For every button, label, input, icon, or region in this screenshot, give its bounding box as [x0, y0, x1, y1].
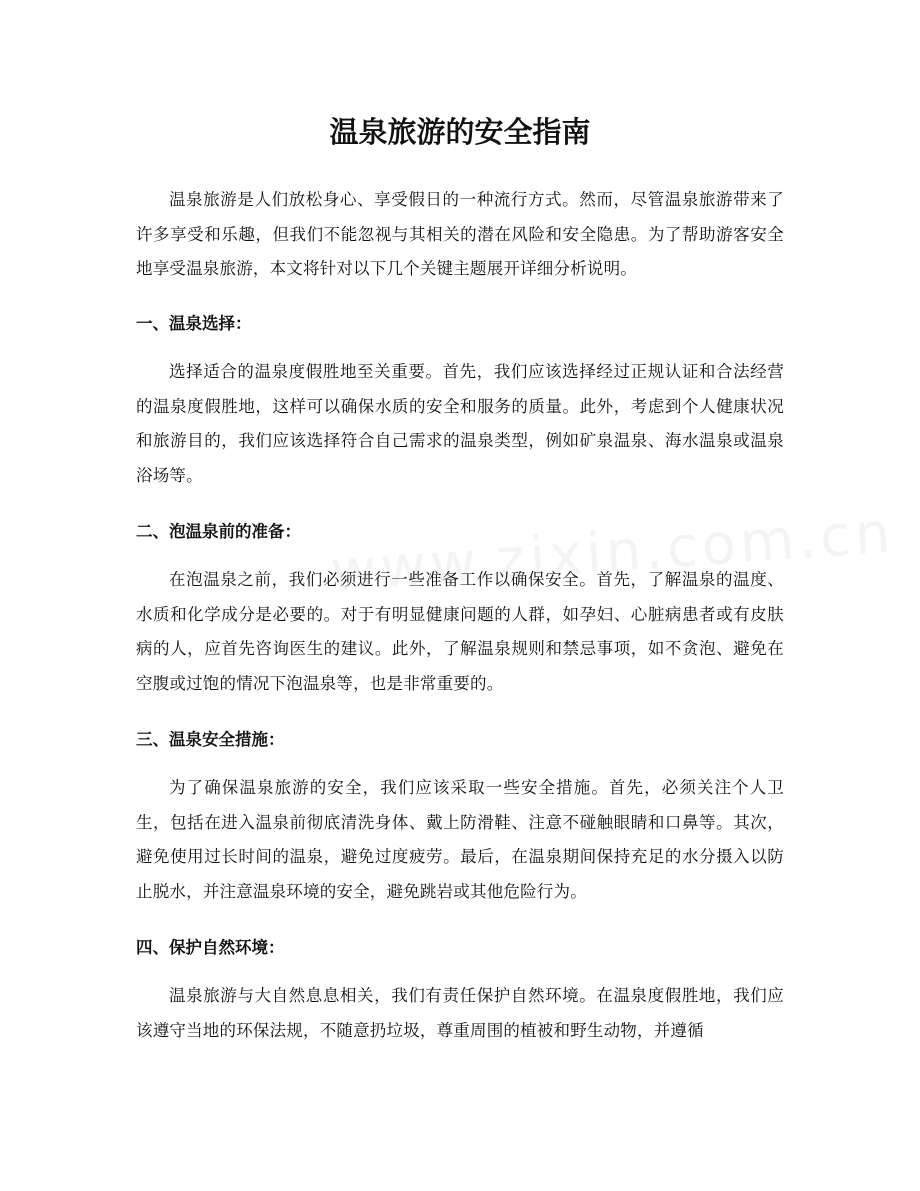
intro-paragraph: 温泉旅游是人们放松身心、享受假日的一种流行方式。然而，尽管温泉旅游带来了许多享受和乐趣，但我们不能忽视与其相关的潜在风险和安全隐患。为了帮助游客安全地享受温泉旅游，本文将针对以下几个关键主题展开详细分析说明。 — [136, 190, 784, 278]
section-heading-2: 二、泡温泉前的准备： — [136, 522, 301, 541]
section-body-4: 温泉旅游与大自然息息相关，我们有责任保护自然环境。在温泉度假胜地，我们应该遵守当地的环保法规，不随意扔垃圾，尊重周围的植被和野生动物，并遵循 — [136, 986, 784, 1040]
section-body-2: 在泡温泉之前，我们必须进行一些准备工作以确保安全。首先，了解温泉的温度、水质和化学成分是必要的。对于有明显健康问题的人群，如孕妇、心脏病患者或有皮肤病的人，应首先咨询医生的建议。此外，了解温泉规则和禁忌事项，如不贪泡、避免在空腹或过饱的情况下泡温泉等，也是非常重要的。 — [136, 570, 784, 693]
section-heading-3: 三、温泉安全措施： — [136, 730, 285, 749]
document-title: 温泉旅游的安全指南 — [329, 115, 591, 149]
section-heading-4: 四、保护自然环境： — [136, 938, 285, 957]
section-body-1: 选择适合的温泉度假胜地至关重要。首先，我们应该选择经过正规认证和合法经营的温泉度假胜地，这样可以确保水质的安全和服务的质量。此外，考虑到个人健康状况和旅游目的，我们应该选择符合自己需求的温泉类型，例如矿泉温泉、海水温泉或温泉浴场等。 — [136, 362, 784, 485]
section-body-3: 为了确保温泉旅游的安全，我们应该采取一些安全措施。首先，必须关注个人卫生，包括在进入温泉前彻底清洗身体、戴上防滑鞋、注意不碰触眼睛和口鼻等。其次，避免使用过长时间的温泉，避免过度疲劳。最后，在温泉期间保持充足的水分摄入以防止脱水，并注意温泉环境的安全，避免跳岩或其他危险行为。 — [136, 778, 784, 901]
section-heading-1: 一、温泉选择： — [136, 314, 252, 333]
